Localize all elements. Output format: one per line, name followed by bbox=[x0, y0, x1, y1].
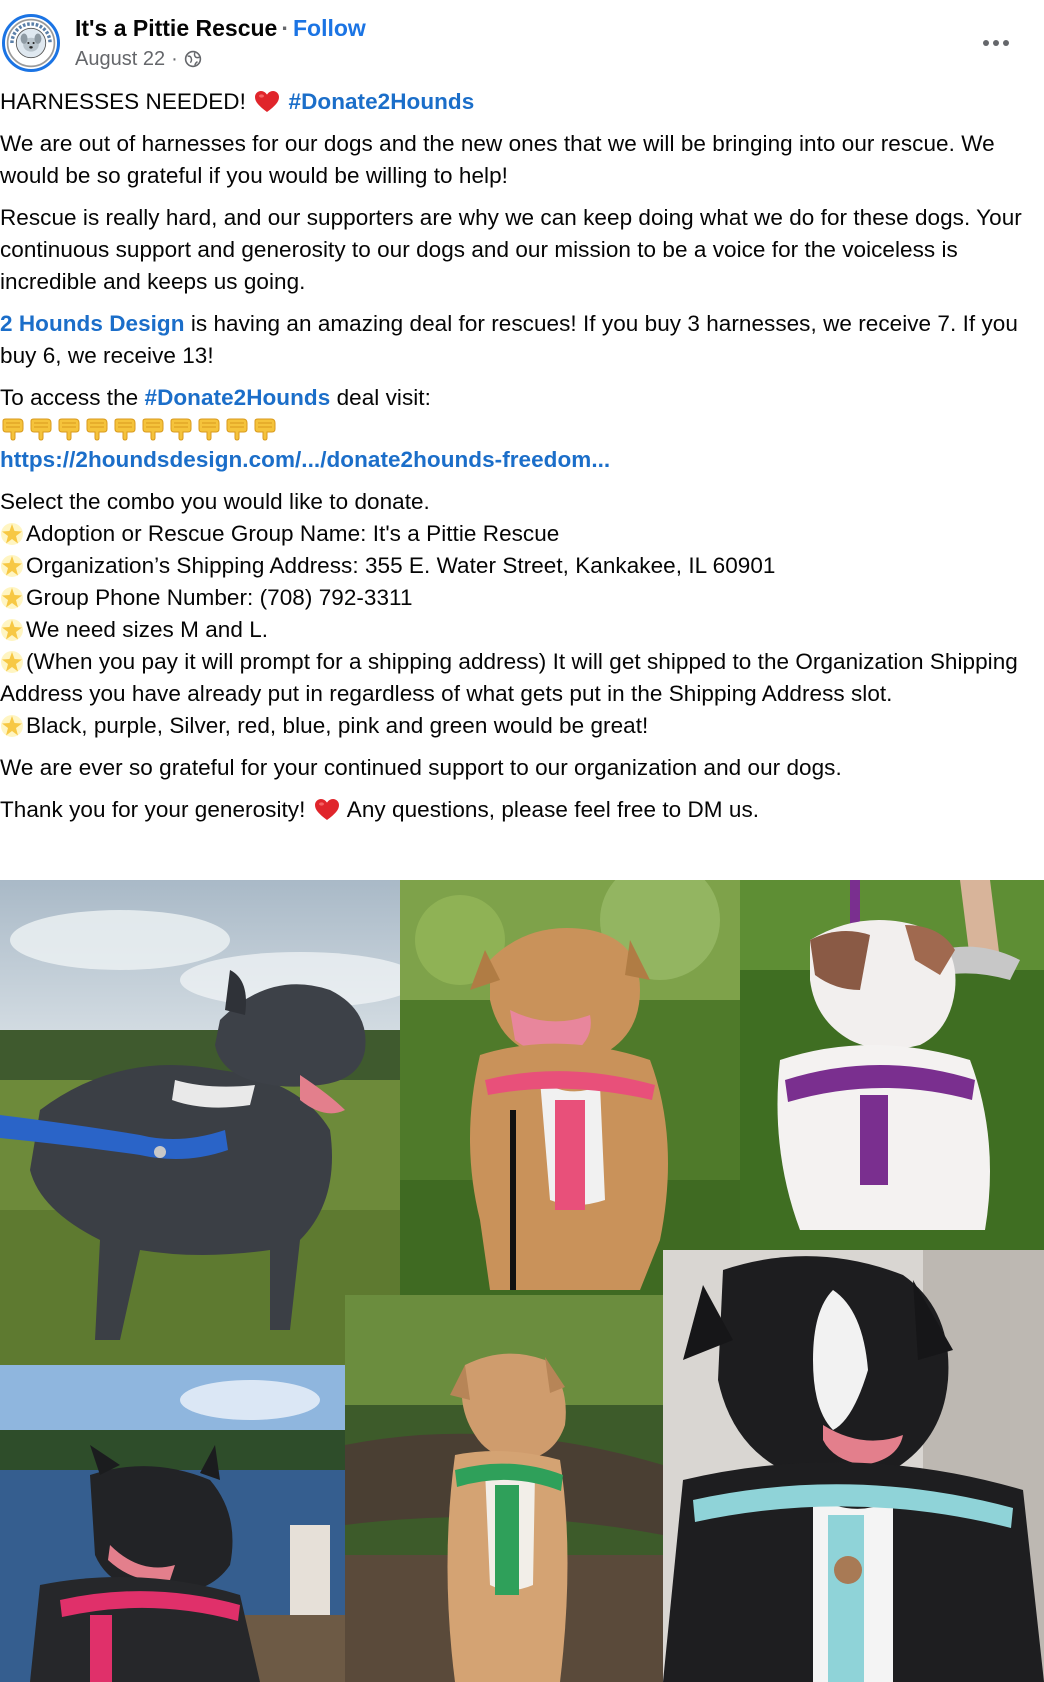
paragraph-deal bbox=[0, 308, 1040, 372]
combo-bullet-text: Group Phone Number: (708) 792-3311 bbox=[26, 585, 413, 610]
dog-photo-image bbox=[400, 880, 740, 1295]
pointing-down-icon bbox=[196, 417, 223, 441]
combo-bullet-item bbox=[0, 614, 1040, 646]
combo-bullets bbox=[0, 518, 1040, 742]
post-header bbox=[0, 0, 1044, 90]
post-meta bbox=[75, 46, 202, 72]
photo-black-dog-pink-harness[interactable] bbox=[0, 1365, 345, 1682]
more-dot bbox=[993, 40, 999, 46]
access-text-post: deal visit: bbox=[330, 385, 431, 410]
headline-text: HARNESSES NEEDED! bbox=[0, 89, 246, 114]
combo-bullet-item bbox=[0, 518, 1040, 550]
pointing-down-icon bbox=[224, 417, 251, 441]
paragraph: Rescue is really hard, and our supporters are why we can keep doing what we do for these dogs. Your continuous support and generosity to our dogs and our mission to be a voice for the voiceless is incredible and keeps us going. bbox=[0, 205, 1022, 294]
rescue-logo-icon bbox=[5, 17, 57, 69]
hashtag-link[interactable]: #Donate2Hounds bbox=[144, 385, 331, 410]
name-separator: · bbox=[281, 15, 289, 41]
headline-line bbox=[0, 86, 1040, 118]
combo-bullet-item bbox=[0, 550, 1040, 582]
pointing-down-icon bbox=[252, 417, 279, 441]
dog-photo-image bbox=[663, 1250, 1044, 1682]
combo-bullet-text: We need sizes M and L. bbox=[26, 617, 269, 642]
photo-tan-dog-green-harness[interactable] bbox=[345, 1295, 663, 1682]
combo-bullet-text: Organization’s Shipping Address: 355 E. Water Street, Kankakee, IL 60901 bbox=[26, 553, 776, 578]
more-dot bbox=[1003, 40, 1009, 46]
meta-separator: · bbox=[171, 48, 178, 70]
pointing-down-icon bbox=[168, 417, 195, 441]
dog-photo-image bbox=[740, 880, 1044, 1250]
donate-url-link[interactable]: https://2houndsdesign.com/.../donate2hounds-freedom... bbox=[0, 447, 611, 472]
questions-text: Any questions, please feel free to DM us. bbox=[341, 797, 760, 822]
paragraph: We are out of harnesses for our dogs and the new ones that we will be bringing into our rescue. We would be so grateful if you would be willing to help! bbox=[0, 131, 995, 188]
access-paragraph bbox=[0, 382, 1040, 476]
thanks-paragraph bbox=[0, 794, 1040, 826]
pointing-down-icon bbox=[112, 417, 139, 441]
thanks-text: Thank you for your generosity! bbox=[0, 797, 306, 822]
pointing-down-icon bbox=[56, 417, 83, 441]
more-options-button[interactable] bbox=[976, 28, 1016, 58]
post-body bbox=[0, 86, 1040, 836]
dog-photo-image bbox=[0, 1365, 345, 1682]
combo-bullet-text: Black, purple, Silver, red, blue, pink and green would be great! bbox=[26, 713, 649, 738]
post-date[interactable]: August 22 bbox=[75, 48, 166, 70]
photo-black-white-dog-blue-harness[interactable] bbox=[663, 1250, 1044, 1682]
more-horizontal-icon bbox=[983, 40, 989, 46]
paragraph: We are ever so grateful for your continued support to our organization and our dogs. bbox=[0, 755, 842, 780]
combo-intro: Select the combo you would like to donate. bbox=[0, 489, 430, 514]
combo-bullet-item bbox=[0, 646, 1040, 710]
access-text-pre: To access the bbox=[0, 385, 145, 410]
pointing-down-icon bbox=[0, 417, 27, 441]
combo-bullet-text: (When you pay it will prompt for a shipping address) It will get shipped to the Organization Shipping Address you have already put in regardless of what gets put in the Shipping Address slot. bbox=[0, 649, 1018, 706]
pointing-down-icon bbox=[84, 417, 111, 441]
author-line bbox=[75, 14, 366, 42]
deal-text: is having an amazing deal for rescues! If you buy 3 harnesses, we receive 7. If you buy 6, we receive 13! bbox=[0, 311, 1018, 368]
glowing-star-icon bbox=[0, 618, 24, 642]
page-avatar[interactable] bbox=[2, 14, 60, 72]
globe-icon bbox=[184, 50, 202, 68]
red-heart-icon bbox=[254, 90, 280, 114]
combo-bullet-item bbox=[0, 582, 1040, 614]
2-hounds-design-link[interactable]: 2 Hounds Design bbox=[0, 311, 185, 336]
photo-collage[interactable] bbox=[0, 880, 1044, 1682]
pointing-down-emoji-row bbox=[0, 414, 1040, 444]
hashtag-link[interactable]: #Donate2Hounds bbox=[288, 89, 475, 114]
photo-tan-dog-pink-harness[interactable] bbox=[400, 880, 740, 1295]
combo-bullet-text: Adoption or Rescue Group Name: It's a Pittie Rescue bbox=[26, 521, 560, 546]
combo-bullet-item bbox=[0, 710, 1040, 742]
photo-puppy-purple-harness[interactable] bbox=[740, 880, 1044, 1250]
red-heart-icon bbox=[314, 798, 340, 822]
combo-list bbox=[0, 486, 1040, 742]
author-name[interactable]: It's a Pittie Rescue bbox=[75, 15, 278, 41]
glowing-star-icon bbox=[0, 586, 24, 610]
dog-photo-image bbox=[0, 880, 400, 1365]
photo-grey-dog-blue-harness[interactable] bbox=[0, 880, 400, 1365]
glowing-star-icon bbox=[0, 714, 24, 738]
pointing-down-icon bbox=[140, 417, 167, 441]
glowing-star-icon bbox=[0, 522, 24, 546]
pointing-down-icon bbox=[28, 417, 55, 441]
dog-photo-image bbox=[345, 1295, 663, 1682]
glowing-star-icon bbox=[0, 650, 24, 674]
glowing-star-icon bbox=[0, 554, 24, 578]
follow-button[interactable]: Follow bbox=[293, 15, 366, 41]
